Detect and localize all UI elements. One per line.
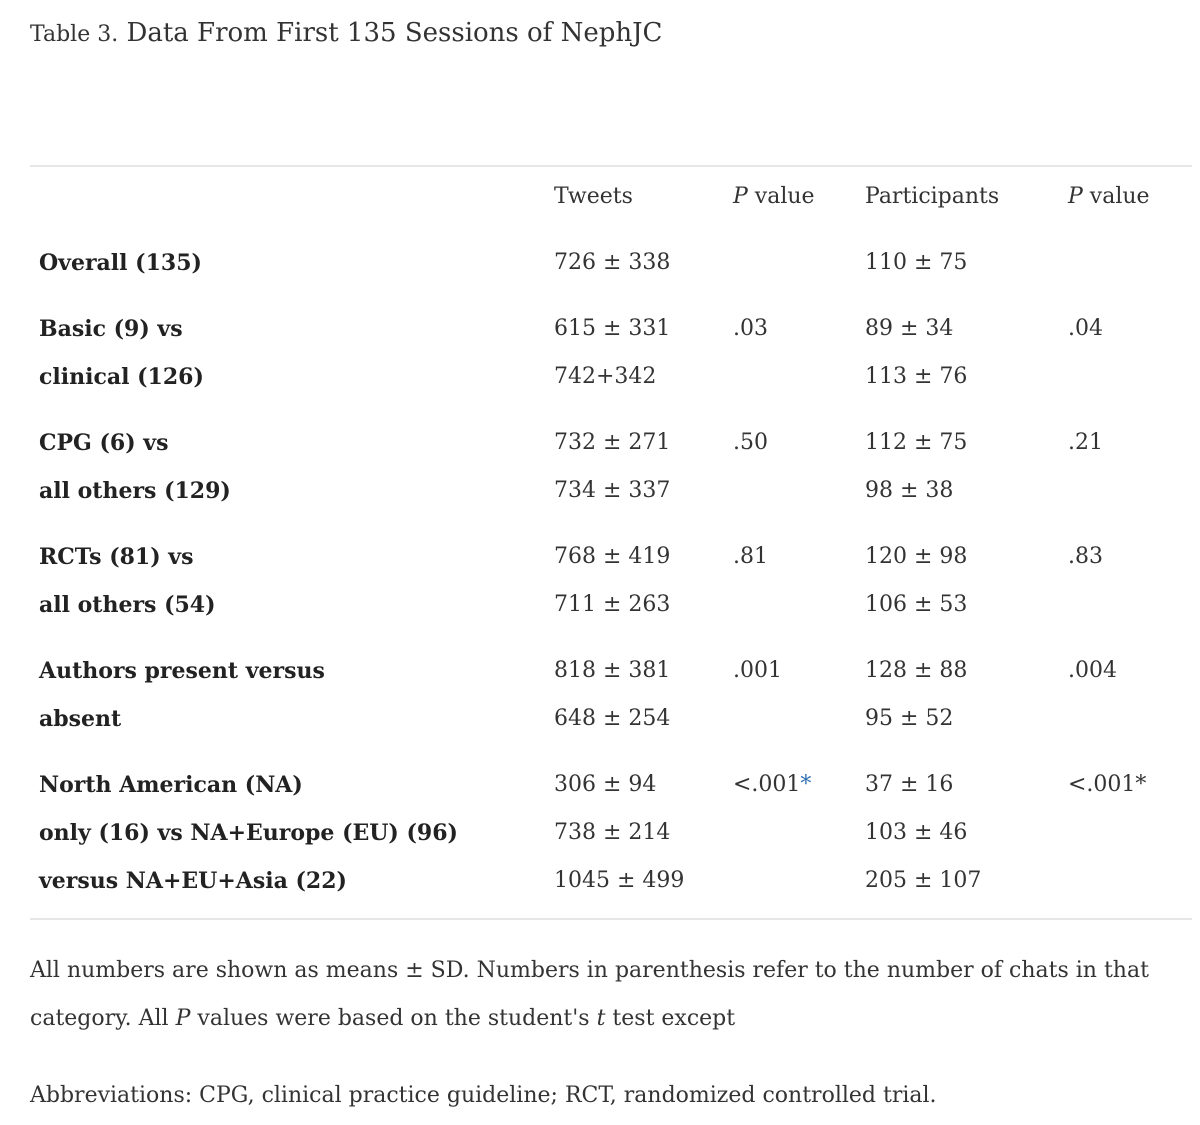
cell-p-participants: .21 [1068,430,1103,455]
table-caption [30,18,662,48]
cell-p-participants: .83 [1068,544,1103,569]
cell-participants: 113 ± 76 [865,364,968,389]
caption-title: Data From First 135 Sessions of NephJC [126,18,663,48]
cell-tweets: 711 ± 263 [554,592,671,617]
header-p-value-participants: P value [1068,184,1150,209]
cell-p-tweets: .50 [733,430,768,455]
header-tweets: Tweets [554,184,633,209]
row-label-clinical: clinical (126) [39,364,204,390]
cell-participants: 95 ± 52 [865,706,954,731]
header-p-value-tweets: P value [733,184,815,209]
row-label-basic: Basic (9) vs [39,316,183,342]
cell-tweets: 306 ± 94 [554,772,657,797]
cell-p-participants: .04 [1068,316,1103,341]
cell-p-tweets: .03 [733,316,768,341]
cell-participants: 112 ± 75 [865,430,968,455]
row-label-absent: absent [39,706,122,732]
row-label-cpg: CPG (6) vs [39,430,169,456]
cell-tweets: 615 ± 331 [554,316,671,341]
cell-participants: 120 ± 98 [865,544,968,569]
row-label-overall: Overall (135) [39,250,202,276]
header-participants: Participants [865,184,1000,209]
row-label-na-eu-asia: versus NA+EU+Asia (22) [39,868,347,894]
cell-tweets: 768 ± 419 [554,544,671,569]
cell-p-participants: <.001* [1068,772,1147,797]
cell-participants: 205 ± 107 [865,868,982,893]
cell-p-tweets: <.001* [733,772,812,797]
table-bottom-rule [30,918,1192,920]
cell-participants: 37 ± 16 [865,772,954,797]
cell-participants: 110 ± 75 [865,250,968,275]
table-footnote-abbreviations: Abbreviations: CPG, clinical practice guideline; RCT, randomized controlled trial. [30,1083,937,1108]
cell-p-participants: .004 [1068,658,1117,683]
row-label-na-europe: only (16) vs NA+Europe (EU) (96) [39,820,458,846]
cell-tweets: 726 ± 338 [554,250,671,275]
cell-p-tweets: .001 [733,658,782,683]
cell-participants: 128 ± 88 [865,658,968,683]
caption-label: Table 3. [30,22,119,47]
row-label-authors-present: Authors present versus [39,658,325,684]
cell-p-tweets: .81 [733,544,768,569]
cell-tweets: 738 ± 214 [554,820,671,845]
table-footnote-means: All numbers are shown as means ± SD. Numbers in parenthesis refer to the number of chats in that category. All P values were based on the student's t test except [30,958,1149,1031]
cell-participants: 106 ± 53 [865,592,968,617]
cell-participants: 89 ± 34 [865,316,954,341]
row-label-rcts: RCTs (81) vs [39,544,194,570]
row-label-all-others-54: all others (54) [39,592,216,618]
cell-tweets: 732 ± 271 [554,430,671,455]
cell-participants: 103 ± 46 [865,820,968,845]
footnote-asterisk-link[interactable]: * [800,772,812,797]
cell-tweets: 818 ± 381 [554,658,671,683]
cell-tweets: 742+342 [554,364,657,389]
cell-tweets: 1045 ± 499 [554,868,685,893]
cell-tweets: 734 ± 337 [554,478,671,503]
row-label-all-others-129: all others (129) [39,478,231,504]
row-label-north-american: North American (NA) [39,772,303,798]
cell-participants: 98 ± 38 [865,478,954,503]
cell-tweets: 648 ± 254 [554,706,671,731]
table-top-rule [30,165,1192,167]
